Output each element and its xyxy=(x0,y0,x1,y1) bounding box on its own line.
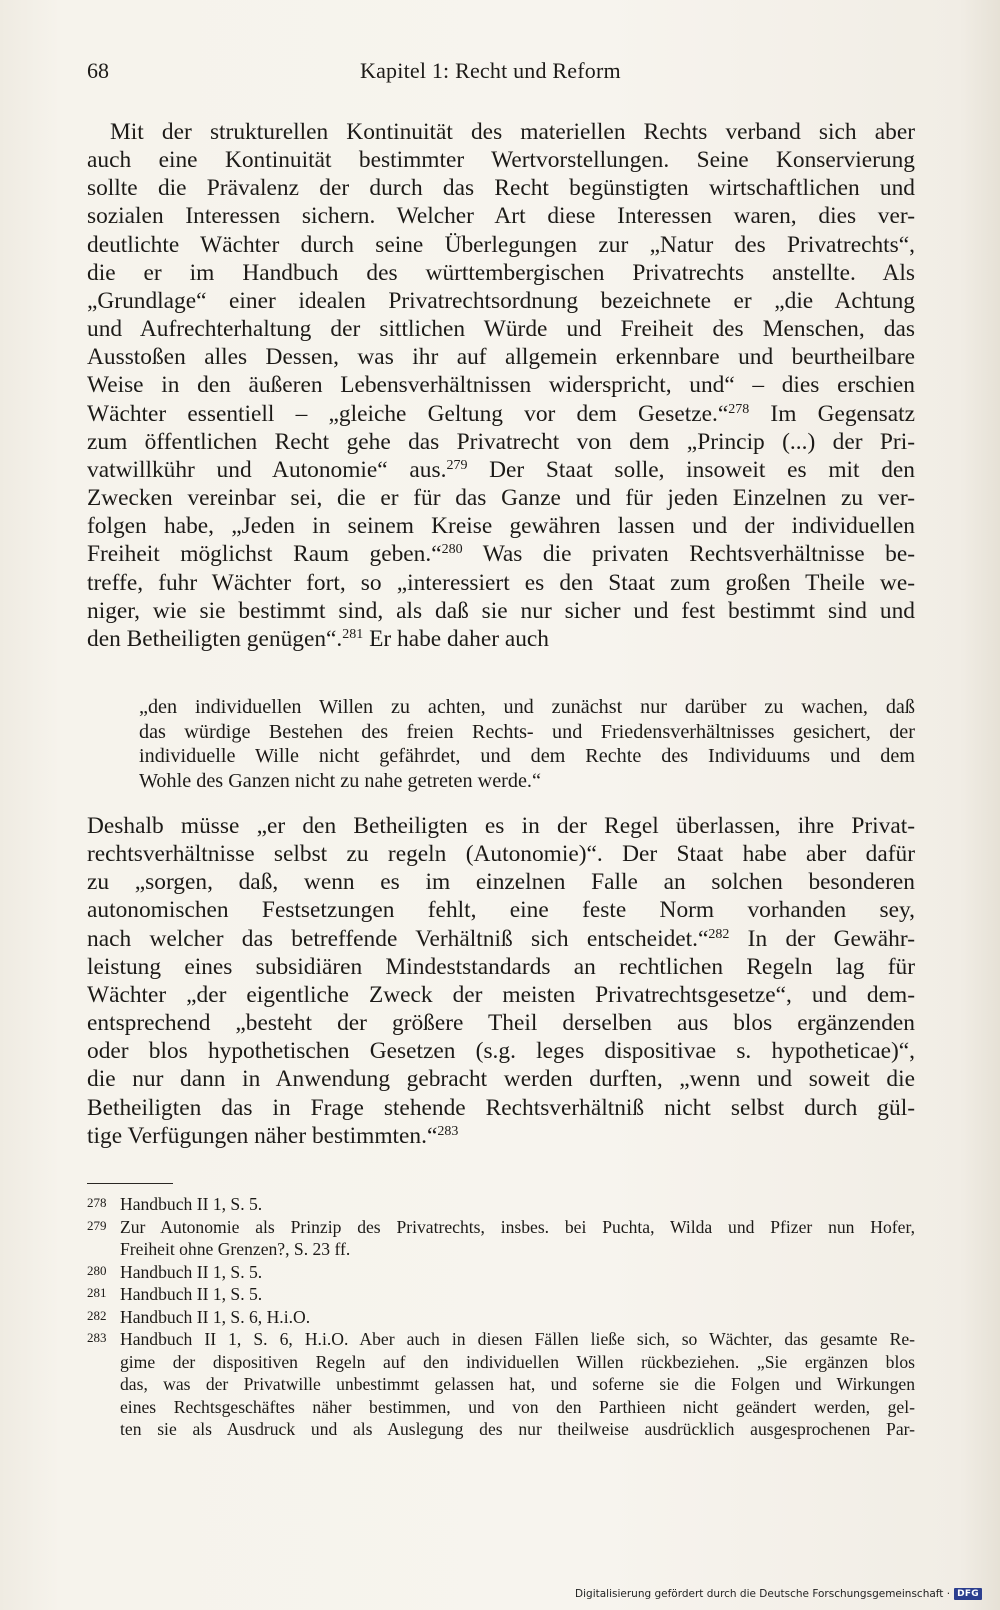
footnote-281 xyxy=(87,1283,915,1306)
text-line: oder blos hypothetischen Gesetzen (s.g. leges dispositivae s. hypotheticae)“, xyxy=(87,1038,915,1065)
text-line: autonomischen Festsetzungen fehlt, eine feste Norm vorhanden sey, xyxy=(87,897,915,924)
text-fragment: Der Staat solle, insoweit es mit den xyxy=(467,456,915,483)
quote-line: „den individuellen Willen zu achten, und zunächst nur darüber zu wachen, daß xyxy=(139,696,915,718)
quote-line: das würdige Bestehen des freien Rechts- und Friedensverhältnisses gesichert, der xyxy=(139,720,915,743)
page-header xyxy=(87,58,915,88)
text-fragment: nach welcher das betreffende Verhältniß sich entscheidet.“ xyxy=(87,925,709,952)
text-line: sozialen Interessen sichern. Welcher Art diese Interessen waren, dies ver- xyxy=(87,203,915,230)
text-line: auch eine Kontinuität bestimmter Wertvorstellungen. Seine Konservierung xyxy=(87,147,915,174)
text-line: zum öffentlichen Recht gehe das Privatrecht von dem „Princip (...) der Pri- xyxy=(87,428,915,455)
running-title: Kapitel 1: Recht und Reform xyxy=(360,58,621,83)
footnote-line: das, was der Privatwille unbestimmt gelassen hat, und soferne sie die Folgen und Wirkungen xyxy=(120,1374,915,1394)
digitization-note: Digitalisierung gefördert durch die Deutsche Forschungsgemeinschaft · xyxy=(575,1588,951,1600)
text-line xyxy=(87,540,915,568)
text-line xyxy=(87,456,915,484)
digitization-credit xyxy=(575,1586,982,1602)
text-line: zu „sorgen, daß, wenn es im einzelnen Falle an solchen besonderen xyxy=(87,869,915,896)
footnote-line: Handbuch II 1, S. 5. xyxy=(120,1194,263,1214)
footnote-line: gime der dispositiven Regeln auf den individuellen Willen rückbeziehen. „Sie ergänzen blos xyxy=(120,1351,915,1372)
text-line: Ausstoßen alles Dessen, was ihr auf allgemein erkennbare und beurtheilbare xyxy=(87,344,915,371)
footnote-line: eines Rechtsgeschäftes näher bestimmen, und von den Parthieen nicht geändert werden, gel- xyxy=(120,1396,915,1417)
text-line: Wächter „der eigentliche Zweck der meisten Privatrechtsgesetze“, und dem- xyxy=(87,981,915,1008)
text-line: die nur dann in Anwendung gebracht werden durften, „wenn und soweit die xyxy=(87,1066,915,1093)
text-line: die er im Handbuch des württembergischen Privatrechts anstellte. Als xyxy=(87,259,915,286)
text-line: und Aufrechterhaltung der sittlichen Würde und Freiheit des Menschen, das xyxy=(87,316,915,343)
footnote-number: 281 xyxy=(87,1285,107,1300)
text-line: folgen habe, „Jeden in seinem Kreise gewähren lassen und der individuellen xyxy=(87,513,915,540)
text-line xyxy=(87,625,915,653)
text-line: treffe, fuhr Wächter fort, so „interessiert es den Staat zum großen Theile we- xyxy=(87,569,915,596)
text-line: Mit der strukturellen Kontinuität des materiellen Rechts verband sich aber xyxy=(110,119,915,145)
text-fragment: den Betheiligten genügen“. xyxy=(87,625,343,652)
text-line xyxy=(87,925,915,953)
text-fragment: Was die privaten Rechtsverhältnisse be- xyxy=(462,541,915,568)
text-line: Deshalb müsse „er den Betheiligten es in der Regel überlassen, ihre Privat- xyxy=(87,813,915,839)
text-fragment: Im Gegensatz xyxy=(749,400,916,427)
footnotes xyxy=(87,1193,915,1441)
main-paragraph xyxy=(87,118,915,653)
footnote-line: Handbuch II 1, S. 5. xyxy=(120,1261,263,1282)
text-line: sollte die Prävalenz der durch das Recht begünstigten wirtschaftlichen und xyxy=(87,175,915,202)
text-line: Betheiligten das in Frage stehende Rechtsverhältniß nicht selbst durch gül- xyxy=(87,1094,915,1121)
quote-line: individuelle Wille nicht gefährdet, und dem Rechte des Individuums und dem xyxy=(139,745,915,768)
text-line: rechtsverhältnisse selbst zu regeln (Autonomie)“. Der Staat habe aber dafür xyxy=(87,841,915,868)
text-fragment: Wächter essentiell – „gleiche Geltung vor dem Gesetze.“ xyxy=(87,400,729,427)
text-line: niger, wie sie bestimmt sind, als daß sie nur sicher und fest bestimmt sind und xyxy=(87,597,915,624)
text-fragment: tige Verfügungen näher bestimmten.“ xyxy=(87,1122,438,1149)
text-line xyxy=(87,400,915,428)
text-line: Zwecken vereinbar sei, die er für das Ganze und für jeden Einzelnen zu ver- xyxy=(87,485,915,512)
text-line: entsprechend „besteht der größere Theil derselben aus blos ergänzenden xyxy=(87,1010,915,1037)
footnote-number: 278 xyxy=(87,1195,107,1210)
text-line: „Grundlage“ einer idealen Privatrechtsordnung bezeichnete er „die Achtung xyxy=(87,287,915,314)
footnote-line: Handbuch II 1, S. 5. xyxy=(120,1284,263,1304)
text-fragment: Freiheit möglichst Raum geben.“ xyxy=(87,541,442,568)
text-line: deutlichte Wächter durch seine Überlegungen zur „Natur des Privatrechts“, xyxy=(87,231,915,258)
text-fragment: In der Gewähr- xyxy=(729,925,915,952)
footnote-separator xyxy=(87,1183,173,1184)
footnote-marker[interactable]: 278 xyxy=(728,401,750,417)
footnote-number: 283 xyxy=(87,1330,107,1345)
footnote-marker[interactable]: 279 xyxy=(446,457,468,473)
text-line: Weise in den äußeren Lebensverhältnissen widerspricht, und“ – dies erschien xyxy=(87,372,915,399)
footnote-line: ten sie als Ausdruck und als Auslegung des nur theilweise ausdrücklich ausgesprochenen Par- xyxy=(120,1419,915,1439)
footnote-280 xyxy=(87,1261,915,1284)
footnote-line: Handbuch II 1, S. 6, H.i.O. Aber auch in diesen Fällen ließe sich, so Wächter, das gesamte Re- xyxy=(120,1329,915,1349)
text-line xyxy=(87,1122,915,1150)
footnote-marker[interactable]: 280 xyxy=(441,542,463,558)
footnote-282 xyxy=(87,1306,915,1329)
footnote-marker[interactable]: 281 xyxy=(342,626,364,642)
footnote-line: Zur Autonomie als Prinzip des Privatrechts, insbes. bei Puchta, Wilda und Pfizer nun Hofer, xyxy=(120,1216,915,1237)
block-quote xyxy=(139,695,915,794)
dfg-logo-icon: DFG xyxy=(954,1588,982,1600)
footnote-marker[interactable]: 283 xyxy=(437,1123,459,1139)
text-fragment: Er habe daher auch xyxy=(363,625,549,652)
quote-line: Wohle des Ganzen nicht zu nahe getreten werde.“ xyxy=(139,770,541,793)
footnote-283 xyxy=(87,1328,915,1441)
footnote-279 xyxy=(87,1216,915,1261)
text-fragment: vatwillkühr und Autonomie“ aus. xyxy=(87,456,447,483)
footnote-line: Freiheit ohne Grenzen?, S. 23 ff. xyxy=(120,1239,351,1259)
footnote-number: 279 xyxy=(87,1217,107,1233)
footnote-number: 282 xyxy=(87,1307,107,1323)
second-paragraph xyxy=(87,812,915,1150)
footnote-278 xyxy=(87,1193,915,1216)
footnote-line: Handbuch II 1, S. 6, H.i.O. xyxy=(120,1306,311,1327)
text-line: leistung eines subsidiären Mindeststandards an rechtlichen Regeln lag für xyxy=(87,953,915,980)
footnote-number: 280 xyxy=(87,1262,107,1278)
page-number: 68 xyxy=(87,58,109,83)
footnote-marker[interactable]: 282 xyxy=(708,926,730,942)
